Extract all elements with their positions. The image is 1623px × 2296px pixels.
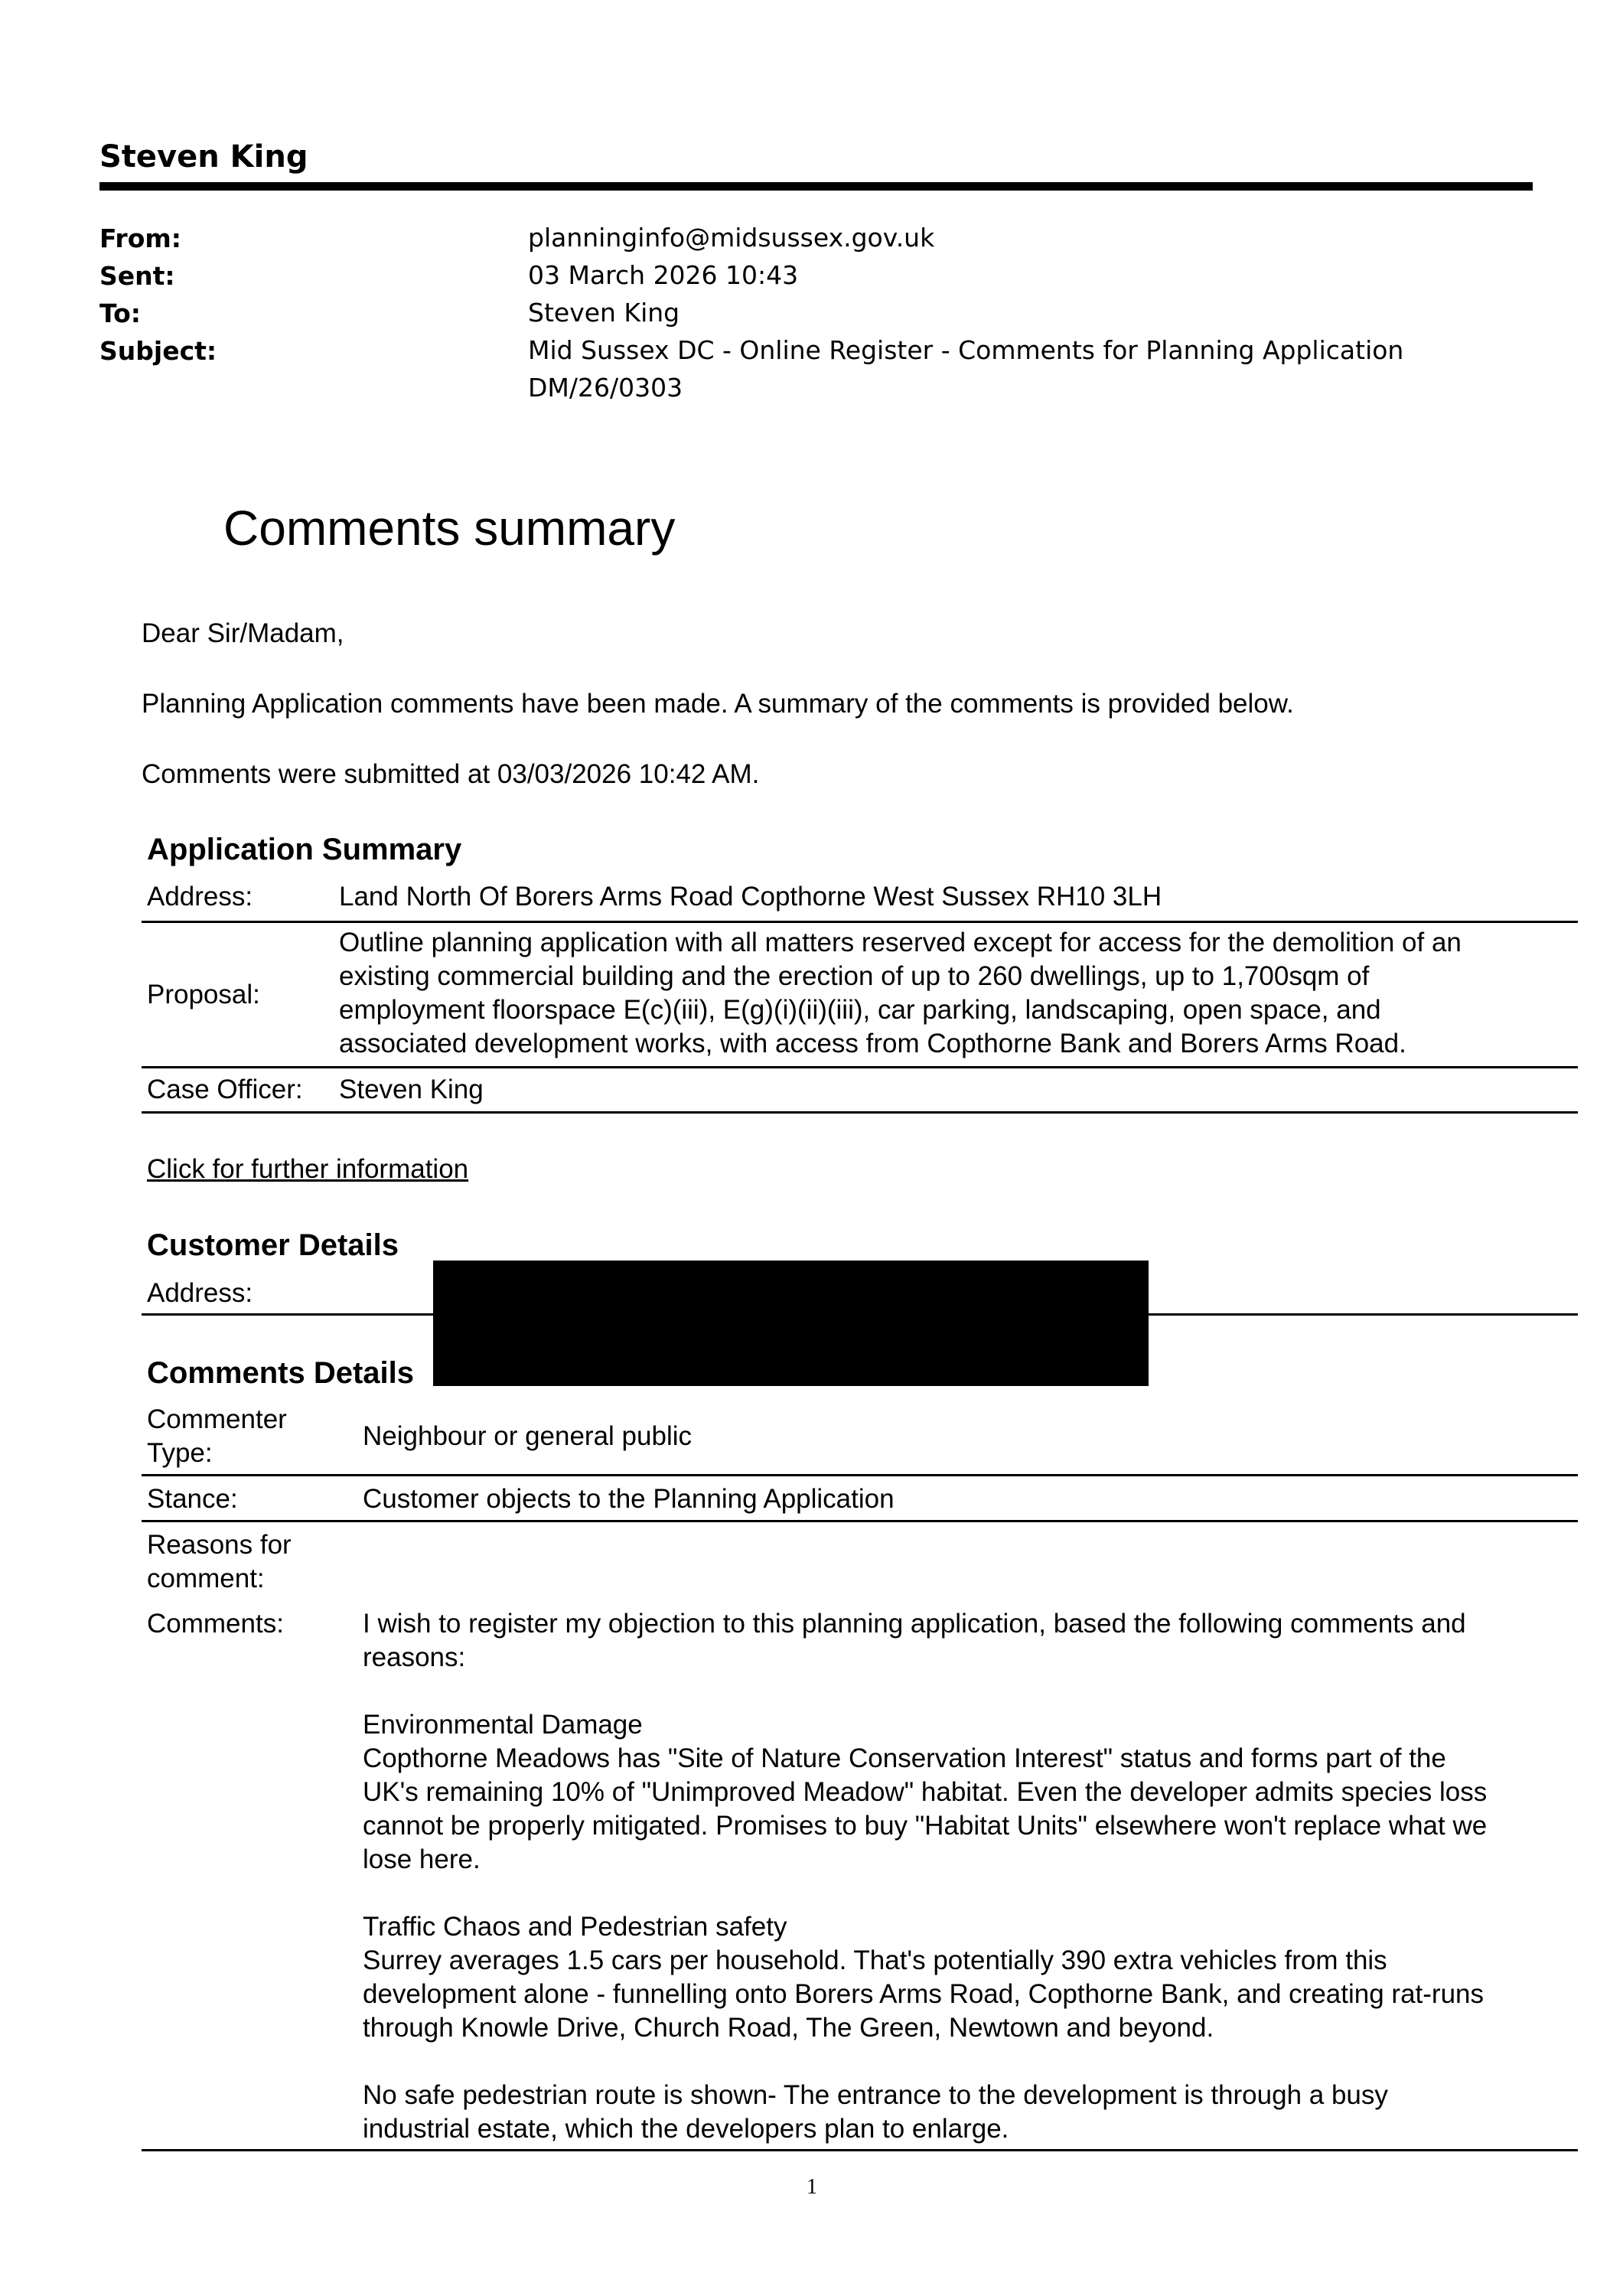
sender-name: Steven King <box>99 139 308 174</box>
comment-line: Surrey averages 1.5 cars per household. That's potentially 390 extra vehicles from this <box>363 1945 1387 1975</box>
commenter-type-label: Type: <box>147 1438 213 1468</box>
comments-details-heading: Comments Details <box>147 1356 414 1390</box>
comment-line: Copthorne Meadows has "Site of Nature Conservation Interest" status and forms part of the <box>363 1743 1446 1773</box>
proposal-label: Proposal: <box>147 980 260 1009</box>
page-number: 1 <box>807 2175 817 2199</box>
from-value: planninginfo@midsussex.gov.uk <box>528 223 935 253</box>
divider <box>142 1520 1578 1522</box>
proposal-line: associated development works, with access from Copthorne Bank and Borers Arms Road. <box>339 1029 1406 1058</box>
divider <box>142 1066 1578 1068</box>
case-officer-value: Steven King <box>339 1075 484 1104</box>
stance-label: Stance: <box>147 1484 238 1514</box>
comment-line: lose here. <box>363 1844 481 1874</box>
comment-line: development alone - funnelling onto Borers Arms Road, Copthorne Bank, and creating rat-runs <box>363 1979 1484 2009</box>
case-officer-label: Case Officer: <box>147 1075 303 1104</box>
page-title: Comments summary <box>223 501 676 556</box>
from-label: From: <box>99 223 181 253</box>
customer-details-heading: Customer Details <box>147 1228 399 1262</box>
comment-line: UK's remaining 10% of "Unimproved Meadow" habitat. Even the developer admits species loss <box>363 1777 1488 1807</box>
comment-line: Environmental Damage <box>363 1710 643 1740</box>
comment-line: reasons: <box>363 1642 466 1672</box>
customer-address-label: Address: <box>147 1278 253 1308</box>
divider <box>142 1474 1578 1476</box>
further-information-link[interactable]: Click for further information <box>147 1154 469 1184</box>
header-divider <box>99 182 1533 191</box>
comment-line: cannot be properly mitigated. Promises to buy "Habitat Units" elsewhere won't replace what we <box>363 1811 1488 1841</box>
submitted-text: Comments were submitted at 03/03/2026 10:42 AM. <box>142 759 760 789</box>
application-summary-heading: Application Summary <box>147 833 462 866</box>
comment-line: industrial estate, which the developers plan to enlarge. <box>363 2114 1009 2144</box>
commenter-type-label: Commenter <box>147 1404 287 1434</box>
proposal-line: Outline planning application with all matters reserved except for access for the demolition of an <box>339 928 1462 957</box>
comments-label: Comments: <box>147 1609 284 1639</box>
address-label: Address: <box>147 882 253 912</box>
divider <box>142 2149 1578 2151</box>
proposal-line: employment floorspace E(c)(iii), E(g)(i)(ii)(iii), car parking, landscaping, open space, and <box>339 995 1381 1025</box>
reasons-label: comment: <box>147 1564 265 1593</box>
redaction-block <box>433 1261 1149 1386</box>
comment-line: through Knowle Drive, Church Road, The Green, Newtown and beyond. <box>363 2013 1214 2043</box>
commenter-type-value: Neighbour or general public <box>363 1421 692 1451</box>
subject-value: Mid Sussex DC - Online Register - Comments for Planning Application DM/26/0303 <box>528 335 1404 403</box>
proposal-line: existing commercial building and the erection of up to 260 dwellings, up to 1,700sqm of <box>339 961 1370 991</box>
sent-label: Sent: <box>99 261 175 291</box>
reasons-label: Reasons for <box>147 1530 292 1560</box>
intro-text: Planning Application comments have been made. A summary of the comments is provided below. <box>142 689 1294 719</box>
comment-line: I wish to register my objection to this planning application, based the following comments and <box>363 1609 1466 1639</box>
greeting: Dear Sir/Madam, <box>142 618 344 648</box>
subject-label: Subject: <box>99 336 217 366</box>
address-value: Land North Of Borers Arms Road Copthorne West Sussex RH10 3LH <box>339 882 1162 912</box>
comment-line: No safe pedestrian route is shown- The entrance to the development is through a busy <box>363 2080 1388 2110</box>
sent-value: 03 March 2026 10:43 <box>528 260 799 290</box>
divider <box>142 921 1578 923</box>
to-value: Steven King <box>528 298 680 328</box>
stance-value: Customer objects to the Planning Application <box>363 1484 895 1514</box>
to-label: To: <box>99 298 141 328</box>
comment-line: Traffic Chaos and Pedestrian safety <box>363 1912 787 1942</box>
divider <box>142 1111 1578 1114</box>
